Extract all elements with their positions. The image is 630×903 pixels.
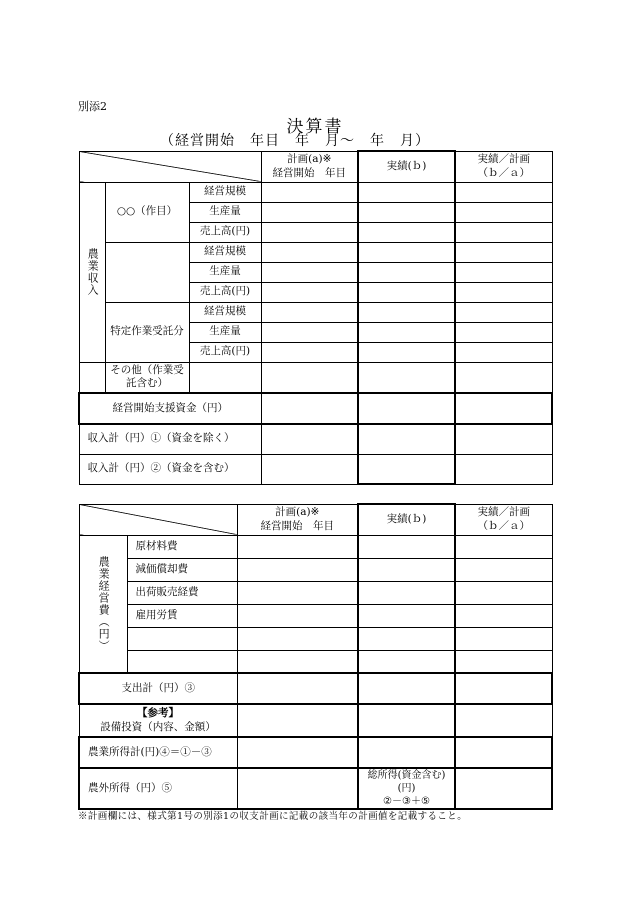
ratio-cell[interactable] bbox=[455, 673, 552, 704]
item-label: 生産量 bbox=[189, 262, 261, 282]
plan-cell[interactable] bbox=[237, 673, 358, 704]
header-corner bbox=[79, 504, 237, 535]
plan-cell[interactable] bbox=[261, 282, 358, 302]
actual-cell[interactable] bbox=[358, 342, 455, 362]
gross-income-label: 総所得(資金含む)(円) ②－③＋⑤ bbox=[358, 768, 455, 809]
period-subtitle: （経営開始 年目 年 月～ 年 月） bbox=[160, 133, 430, 149]
actual-cell[interactable] bbox=[358, 393, 455, 424]
crop-name: ○○（作目） bbox=[105, 182, 189, 242]
expense-table bbox=[78, 503, 553, 810]
item-label: 経営規模 bbox=[189, 302, 261, 322]
plan-cell[interactable] bbox=[261, 393, 358, 424]
plan-cell[interactable] bbox=[261, 222, 358, 242]
actual-cell[interactable] bbox=[358, 535, 455, 558]
actual-cell[interactable] bbox=[358, 673, 455, 704]
ratio-cell[interactable] bbox=[455, 322, 552, 342]
plan-cell[interactable] bbox=[261, 182, 358, 202]
ratio-cell[interactable] bbox=[455, 650, 552, 673]
plan-cell[interactable] bbox=[237, 704, 358, 737]
plan-cell[interactable] bbox=[237, 604, 358, 627]
expense-item-label: 原材料費 bbox=[127, 535, 237, 558]
ratio-cell[interactable] bbox=[455, 737, 552, 768]
plan-cell[interactable] bbox=[261, 362, 358, 393]
item-label: 生産量 bbox=[189, 322, 261, 342]
col-ratio-header: 実績／計画 （ｂ／ａ） bbox=[455, 151, 552, 182]
actual-cell[interactable] bbox=[358, 242, 455, 262]
actual-cell[interactable] bbox=[358, 627, 455, 650]
non-farm-income-value[interactable] bbox=[237, 768, 358, 809]
plan-cell[interactable] bbox=[237, 627, 358, 650]
document-title: 決算書 bbox=[286, 117, 344, 137]
section-farm-income-tail bbox=[79, 362, 105, 393]
expense-item-label[interactable] bbox=[127, 627, 237, 650]
crop-name bbox=[105, 242, 189, 302]
plan-cell[interactable] bbox=[237, 535, 358, 558]
plan-cell[interactable] bbox=[261, 322, 358, 342]
farm-income-label: 農業所得計(円)④＝①－③ bbox=[79, 737, 237, 768]
col-ratio-header: 実績／計画 （ｂ／ａ） bbox=[455, 504, 552, 535]
ratio-cell[interactable] bbox=[455, 202, 552, 222]
footnote: ※計画欄には、様式第1号の別添1の収支計画に記載の該当年の計画値を記載すること。 bbox=[78, 811, 468, 822]
actual-cell[interactable] bbox=[358, 302, 455, 322]
expense-item-label: 出荷販売経費 bbox=[127, 581, 237, 604]
plan-cell[interactable] bbox=[261, 424, 358, 454]
actual-cell[interactable] bbox=[358, 604, 455, 627]
item-label: 生産量 bbox=[189, 202, 261, 222]
ratio-cell[interactable] bbox=[455, 704, 552, 737]
actual-cell[interactable] bbox=[358, 558, 455, 581]
plan-cell[interactable] bbox=[237, 581, 358, 604]
non-farm-income-label: 農外所得（円）⑤ bbox=[79, 768, 237, 809]
ratio-cell[interactable] bbox=[455, 604, 552, 627]
ratio-cell[interactable] bbox=[455, 182, 552, 202]
col-plan-header: 計画(a)※ 経営開始 年目 bbox=[261, 151, 358, 182]
plan-cell[interactable] bbox=[237, 650, 358, 673]
actual-cell[interactable] bbox=[358, 650, 455, 673]
ratio-cell[interactable] bbox=[455, 393, 552, 424]
col-actual-header: 実績(ｂ) bbox=[358, 504, 455, 535]
expense-item-label[interactable] bbox=[127, 650, 237, 673]
income-table bbox=[78, 150, 553, 485]
ratio-cell[interactable] bbox=[455, 454, 552, 484]
item-label: 売上高(円) bbox=[189, 222, 261, 242]
ratio-cell[interactable] bbox=[455, 222, 552, 242]
actual-cell[interactable] bbox=[358, 704, 455, 737]
actual-cell[interactable] bbox=[358, 737, 455, 768]
capital-investment-label: 【参考】 設備投資（内容、金額） bbox=[79, 704, 237, 737]
ratio-cell[interactable] bbox=[455, 581, 552, 604]
other-label: その他（作業受託含む） bbox=[105, 362, 189, 393]
actual-cell[interactable] bbox=[358, 362, 455, 393]
actual-cell[interactable] bbox=[358, 202, 455, 222]
ratio-cell[interactable] bbox=[455, 302, 552, 322]
actual-cell[interactable] bbox=[358, 454, 455, 484]
section-farm-expenses: 農業経営費（円） bbox=[79, 535, 127, 673]
actual-cell[interactable] bbox=[358, 262, 455, 282]
actual-cell[interactable] bbox=[358, 424, 455, 454]
item-label: 売上高(円) bbox=[189, 342, 261, 362]
ratio-cell[interactable] bbox=[455, 627, 552, 650]
expense-total-label: 支出計（円）③ bbox=[79, 673, 237, 704]
gross-income-value[interactable] bbox=[455, 768, 552, 809]
expense-item-label: 減価償却費 bbox=[127, 558, 237, 581]
plan-cell[interactable] bbox=[261, 342, 358, 362]
actual-cell[interactable] bbox=[358, 182, 455, 202]
ratio-cell[interactable] bbox=[455, 342, 552, 362]
plan-cell[interactable] bbox=[261, 202, 358, 222]
item-label: 経営規模 bbox=[189, 182, 261, 202]
plan-cell[interactable] bbox=[261, 262, 358, 282]
plan-cell[interactable] bbox=[261, 242, 358, 262]
col-plan-header: 計画(a)※ 経営開始 年目 bbox=[237, 504, 358, 535]
plan-cell[interactable] bbox=[261, 302, 358, 322]
plan-cell[interactable] bbox=[237, 558, 358, 581]
ratio-cell[interactable] bbox=[455, 558, 552, 581]
ratio-cell[interactable] bbox=[455, 262, 552, 282]
section-farm-income: 農業収入 bbox=[79, 182, 105, 362]
income-total-1-label: 収入計（円）①（資金を除く） bbox=[79, 424, 261, 454]
ratio-cell[interactable] bbox=[455, 424, 552, 454]
plan-cell[interactable] bbox=[261, 454, 358, 484]
other-item-cell bbox=[189, 362, 261, 393]
ratio-cell[interactable] bbox=[455, 362, 552, 393]
ratio-cell[interactable] bbox=[455, 535, 552, 558]
attachment-label: 別添2 bbox=[78, 100, 107, 113]
item-label: 経営規模 bbox=[189, 242, 261, 262]
expense-item-label: 雇用労賃 bbox=[127, 604, 237, 627]
support-fund-label: 経営開始支援資金（円） bbox=[79, 393, 261, 424]
ratio-cell[interactable] bbox=[455, 242, 552, 262]
actual-cell[interactable] bbox=[358, 222, 455, 242]
crop-name: 特定作業受託分 bbox=[105, 302, 189, 362]
item-label: 売上高(円) bbox=[189, 282, 261, 302]
plan-cell[interactable] bbox=[237, 737, 358, 768]
income-total-2-label: 収入計（円）②（資金を含む） bbox=[79, 454, 261, 484]
actual-cell[interactable] bbox=[358, 282, 455, 302]
actual-cell[interactable] bbox=[358, 322, 455, 342]
header-corner bbox=[79, 151, 261, 182]
ratio-cell[interactable] bbox=[455, 282, 552, 302]
actual-cell[interactable] bbox=[358, 581, 455, 604]
col-actual-header: 実績(ｂ) bbox=[358, 151, 455, 182]
